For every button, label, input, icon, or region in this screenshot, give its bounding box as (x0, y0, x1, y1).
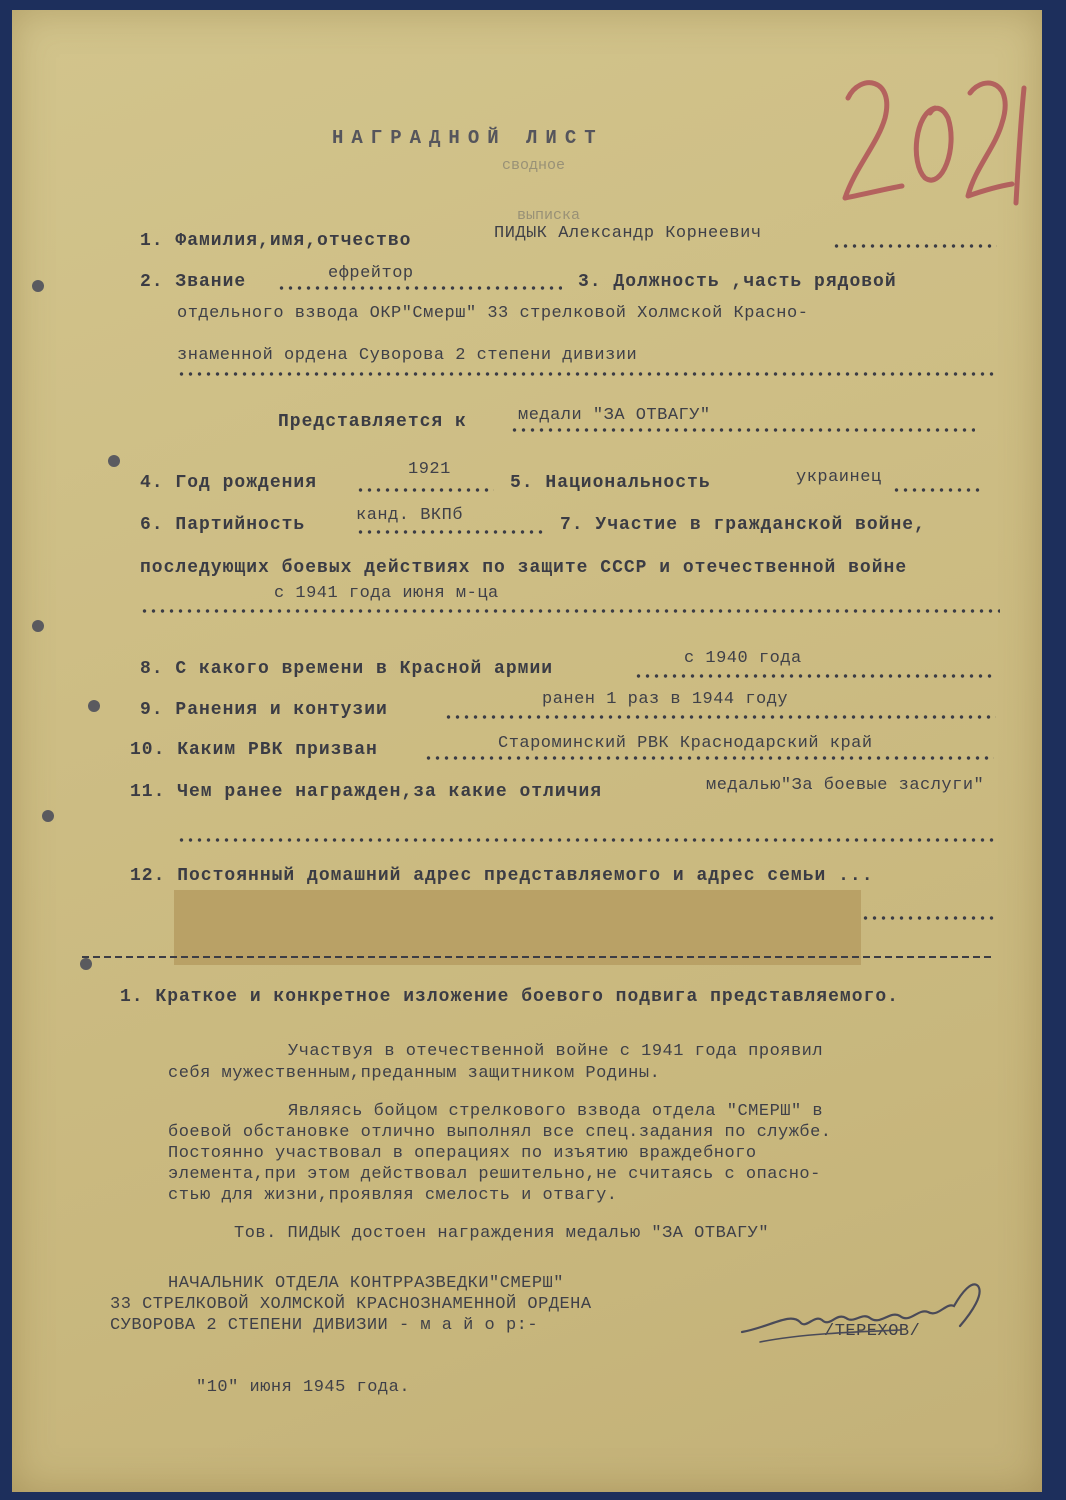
field-6-value: канд. ВКПб (356, 506, 464, 525)
field-9-label: 9. Ранения и контузии (140, 700, 388, 720)
dotted-line (634, 674, 994, 678)
signature-line: 33 СТРЕЛКОВОЙ ХОЛМСКОЙ КРАСНОЗНАМЕННОЙ ОРДЕНА (110, 1295, 592, 1314)
dotted-line (277, 286, 562, 290)
field-1-value: ПИДЫК Александр Корнеевич (494, 224, 762, 243)
field-9-value: ранен 1 раз в 1944 году (542, 690, 789, 709)
field-4-label: 4. Год рождения (140, 473, 318, 493)
dotted-line (140, 609, 1000, 613)
binding-hole (108, 455, 120, 467)
section-heading: 1. Краткое и конкретное изложение боевого подвига представляемого. (120, 987, 899, 1007)
field-8-value: с 1940 года (684, 649, 802, 668)
dotted-line (356, 488, 494, 492)
field-11-label: 11. Чем ранее награжден,за какие отличия (130, 782, 603, 802)
handwritten-signature (740, 1272, 1000, 1362)
body-line: Участвуя в отечественной войне с 1941 года проявил (288, 1042, 824, 1061)
document-date: "10" июня 1945 года. (196, 1378, 411, 1397)
dotted-line (356, 530, 546, 534)
signer-name: /ТЕРЕХОВ/ (824, 1322, 921, 1341)
body-line: элемента,при этом действовал решительно,не считаясь с опасно- (168, 1165, 821, 1184)
handwritten-number (830, 68, 1030, 228)
field-3-line3: знаменной ордена Суворова 2 степени дивизии (177, 346, 638, 365)
award-label: Представляется к (278, 412, 467, 432)
signature-line: НАЧАЛЬНИК ОТДЕЛА КОНТРРАЗВЕДКИ"СМЕРШ" (168, 1274, 564, 1293)
binding-hole (88, 700, 100, 712)
field-1-label: 1. Фамилия,имя,отчество (140, 231, 412, 251)
field-5-label: 5. Национальность (510, 473, 711, 493)
field-8-label: 8. С какого времени в Красной армии (140, 659, 554, 679)
dotted-line (510, 428, 975, 432)
field-12-label: 12. Постоянный домашний адрес представляемого и адрес семьи ... (130, 866, 874, 886)
dotted-line (177, 372, 997, 376)
field-7-value: с 1941 года июня м-ца (274, 584, 499, 603)
faded-imprint: выписка (517, 207, 581, 224)
dotted-line (832, 244, 997, 248)
field-10-value: Староминский РВК Краснодарский край (498, 734, 873, 753)
dotted-line (444, 715, 996, 719)
binding-hole (32, 620, 44, 632)
dotted-line (424, 756, 994, 760)
field-6-label: 6. Партийность (140, 515, 306, 535)
dotted-line (177, 838, 997, 842)
body-line: Тов. ПИДЫК достоен награждения медалью "ЗА ОТВАГУ" (234, 1224, 770, 1243)
field-7-label: 7. Участие в гражданской войне, (560, 515, 926, 535)
dotted-line (892, 488, 982, 492)
binding-hole (42, 810, 54, 822)
field-4-value: 1921 (408, 460, 451, 479)
binding-hole (80, 958, 92, 970)
body-line: боевой обстановке отлично выполнял все спец.задания по службе. (168, 1123, 832, 1142)
body-line: Постоянно участвовал в операциях по изъятию враждебного (168, 1144, 757, 1163)
faded-imprint: сводное (502, 157, 566, 174)
field-3-label: 3. Должность ,часть рядовой (578, 272, 897, 292)
field-5-value: украинец (796, 468, 882, 487)
field-7-line2: последующих боевых действиях по защите СССР и отечественной войне (140, 558, 908, 578)
award-sheet (12, 10, 1042, 1492)
body-line: Являясь бойцом стрелкового взвода отдела "СМЕРШ" в (288, 1102, 824, 1121)
award-value: медали "ЗА ОТВАГУ" (518, 406, 711, 425)
document-title: НАГРАДНОЙ ЛИСТ (332, 127, 604, 149)
field-11-value: медалью"За боевые заслуги" (706, 776, 985, 795)
field-3-line2: отдельного взвода ОКР"Смерш" 33 стрелковой Холмской Красно- (177, 304, 809, 323)
field-2-label: 2. Звание (140, 272, 247, 292)
body-line: себя мужественным,преданным защитником Родины. (168, 1064, 661, 1083)
field-2-value: ефрейтор (328, 264, 414, 283)
binding-hole (32, 280, 44, 292)
field-10-label: 10. Каким РВК призван (130, 740, 378, 760)
signature-line: СУВОРОВА 2 СТЕПЕНИ ДИВИЗИИ - м а й о р:- (110, 1316, 539, 1335)
separator-line (82, 956, 992, 958)
body-line: стью для жизни,проявляя смелость и отвагу. (168, 1186, 618, 1205)
redacted-address (174, 890, 861, 965)
